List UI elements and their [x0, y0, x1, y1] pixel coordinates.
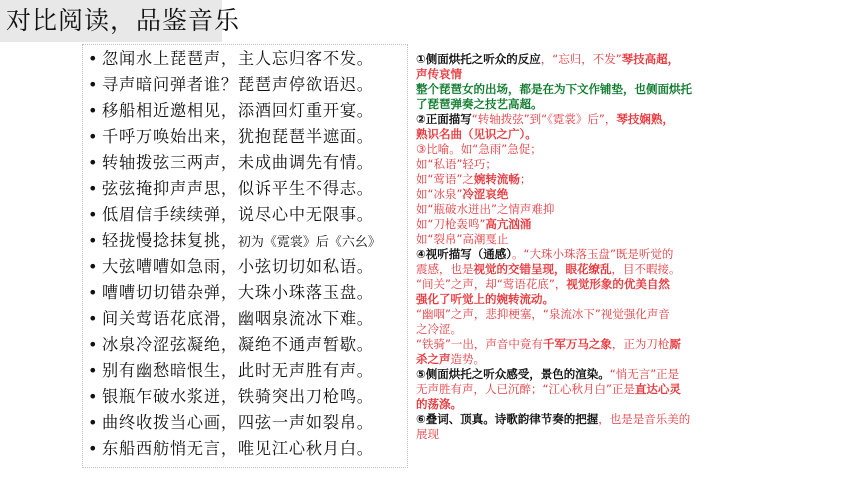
note-segment: 强化了听觉上的婉转流动。 — [416, 292, 554, 306]
note-line — [416, 277, 721, 292]
note-line — [416, 337, 721, 352]
poem-line-text: 转轴拨弦三两声，未成曲调先有情。 — [102, 153, 374, 172]
bullet-icon: • — [88, 179, 99, 198]
note-segment: ②正面描写 — [416, 112, 472, 126]
note-line — [416, 322, 721, 337]
note-segment: ，也是是音乐美的 — [598, 412, 691, 426]
poem-line-text: 冰泉冷涩弦凝绝，凝绝不通声暂歇。 — [102, 335, 374, 354]
note-line — [416, 52, 721, 67]
note-segment: ①侧面烘托之听众的反应 — [416, 52, 541, 66]
poem-line-text: 轻拢慢捻抹复挑， — [102, 231, 238, 250]
note-line — [416, 187, 721, 202]
note-line — [416, 292, 721, 307]
note-line — [416, 97, 721, 112]
note-segment: 视觉形象的优美自然 — [566, 277, 670, 291]
note-segment: 琴技高超， — [621, 52, 680, 66]
poem-line — [88, 202, 374, 228]
poem-line-text: 银瓶乍破水浆迸，铁骑突出刀枪鸣。 — [102, 387, 374, 406]
note-segment: 的荡涤。 — [416, 397, 462, 411]
note-segment: 造势。 — [450, 352, 485, 366]
note-segment: 视觉的交错呈现，眼花缭乱 — [473, 262, 612, 276]
note-segment: 无声胜有声，人已沉醉；“江心秋月白”正是 — [416, 382, 635, 396]
poem-line — [88, 98, 374, 124]
note-segment: “悄无言”正是 — [609, 367, 680, 381]
note-segment: 冷涩哀绝 — [462, 187, 509, 201]
note-segment: 之冷涩。 — [416, 322, 462, 336]
poem-line — [88, 72, 374, 98]
poem-line — [88, 46, 374, 72]
note-segment: “铁骑”一出，声音中竟有 — [416, 337, 543, 351]
note-segment: 如“裂帛”高潮戛止 — [416, 232, 509, 246]
note-line — [416, 172, 721, 187]
bullet-icon: • — [88, 49, 99, 68]
note-segment: “间关”之声，却“莺语花底”， — [416, 277, 567, 291]
poem-line — [88, 228, 381, 254]
note-segment: 声传哀情 — [416, 67, 462, 81]
note-segment: 整个琵琶女的出场，都是在为下文作铺垫，也侧面烘托 — [416, 82, 692, 96]
bullet-icon: • — [88, 205, 99, 224]
note-segment: 熟识名曲（见识之广）。 — [416, 127, 537, 141]
note-line — [416, 202, 721, 217]
poem-line — [88, 384, 374, 410]
note-segment: ③比喻。如“急雨”急促； — [416, 142, 542, 156]
note-segment: 。“大珠小珠落玉盘”既是听觉的 — [512, 247, 674, 261]
poem-line-text: 别有幽愁暗恨生，此时无声胜有声。 — [102, 361, 374, 380]
note-segment: “转轴拨弦”到“《霓裳》后”， — [471, 112, 617, 126]
poem-line-annotation: 初为《霓裳》后《六幺》 — [237, 235, 381, 250]
note-line — [416, 157, 721, 172]
poem-line — [88, 306, 374, 332]
note-segment: 直达心灵 — [634, 382, 681, 396]
bullet-icon: • — [88, 231, 99, 250]
poem-line-text: 嘈嘈切切错杂弹，大珠小珠落玉盘。 — [102, 283, 374, 302]
note-segment: 婉转流畅 — [473, 172, 520, 186]
poem-line — [88, 358, 374, 384]
poem-line-text: 千呼万唤始出来，犹抱琵琶半遮面。 — [102, 127, 374, 146]
note-segment: ，正为刀枪 — [611, 337, 670, 351]
note-line — [416, 232, 721, 247]
note-segment: ，“忘归，不发” — [540, 52, 622, 66]
note-segment: 如“瓶破水迸出”之情声难抑 — [416, 202, 555, 216]
bullet-icon: • — [88, 387, 99, 406]
note-line — [416, 217, 721, 232]
poem-line — [88, 150, 374, 176]
bullet-icon: • — [88, 309, 99, 328]
poem-line — [88, 176, 374, 202]
note-line — [416, 247, 721, 262]
note-segment: ； — [519, 172, 532, 186]
bullet-icon: • — [88, 101, 99, 120]
note-line — [416, 112, 721, 127]
bullet-icon: • — [88, 283, 99, 302]
note-segment: “幽咽”之声，悲抑梗塞，“泉流冰下”视觉强化声音 — [416, 307, 670, 321]
note-line — [416, 397, 721, 412]
annotation-notes — [416, 52, 721, 442]
bullet-icon: • — [88, 439, 99, 458]
poem-line — [88, 280, 374, 306]
poem-line-text: 弦弦掩抑声声思，似诉平生不得志。 — [102, 179, 374, 198]
poem-line-text: 移船相近邀相见，添酒回灯重开宴。 — [102, 101, 374, 120]
note-segment: 琴技娴熟， — [616, 112, 674, 126]
note-line — [416, 307, 721, 322]
note-segment: 千军万马之象 — [542, 337, 612, 351]
note-line — [416, 352, 721, 367]
note-segment: 厮 — [669, 337, 681, 351]
poem-line — [88, 410, 374, 436]
bullet-icon: • — [88, 361, 99, 380]
poem-line-text: 大弦嘈嘈如急雨，小弦切切如私语。 — [102, 257, 374, 276]
note-segment: 高亢汹涌 — [485, 217, 532, 231]
note-segment: ⑥叠词、顶真。诗歌韵律节奏的把握 — [416, 412, 599, 426]
note-segment: 如“冰泉” — [416, 187, 463, 201]
title-banner — [0, 0, 241, 42]
note-line — [416, 382, 721, 397]
bullet-icon: • — [88, 257, 99, 276]
note-line — [416, 427, 721, 442]
poem-line — [88, 124, 374, 150]
note-segment: 杀之声 — [416, 352, 451, 366]
note-segment: 如“莺语”之 — [416, 172, 474, 186]
note-segment: ，目不暇接。 — [611, 262, 681, 276]
note-segment: ④视听描写（通感） — [416, 247, 512, 261]
poem-line-text: 寻声暗问弹者谁？琵琶声停欲语迟。 — [102, 75, 374, 94]
bullet-icon: • — [88, 75, 99, 94]
note-line — [416, 367, 721, 382]
poem-line — [88, 254, 374, 280]
note-line — [416, 82, 721, 97]
note-segment: 展现 — [416, 427, 439, 441]
bullet-icon: • — [88, 153, 99, 172]
poem-line-text: 忽闻水上琵琶声，主人忘归客不发。 — [102, 49, 374, 68]
note-line — [416, 412, 721, 427]
poem-line-text: 曲终收拨当心画，四弦一声如裂帛。 — [102, 413, 374, 432]
note-line — [416, 262, 721, 277]
note-line — [416, 67, 721, 82]
note-line — [416, 127, 721, 142]
poem-line-text: 东船西舫悄无言，唯见江心秋月白。 — [102, 439, 374, 458]
bullet-icon: • — [88, 335, 99, 354]
note-line — [416, 142, 721, 157]
note-segment: 震感，也是 — [416, 262, 474, 276]
note-segment: 如“私语”轻巧； — [416, 157, 497, 171]
note-segment: 了琵琶弹奏之技艺高超。 — [416, 97, 543, 111]
note-segment: 如“刀枪轰鸣” — [416, 217, 486, 231]
page-title: 对比阅读，品鉴音乐 — [6, 6, 241, 35]
poem-line-text: 低眉信手续续弹，说尽心中无限事。 — [102, 205, 374, 224]
bullet-icon: • — [88, 127, 99, 146]
bullet-icon: • — [88, 413, 99, 432]
poem-line — [88, 436, 374, 462]
note-segment: ⑤侧面烘托之听众感受，景色的渲染。 — [416, 367, 610, 381]
poem-line-text: 间关莺语花底滑，幽咽泉流冰下难。 — [102, 309, 374, 328]
poem-line — [88, 332, 374, 358]
